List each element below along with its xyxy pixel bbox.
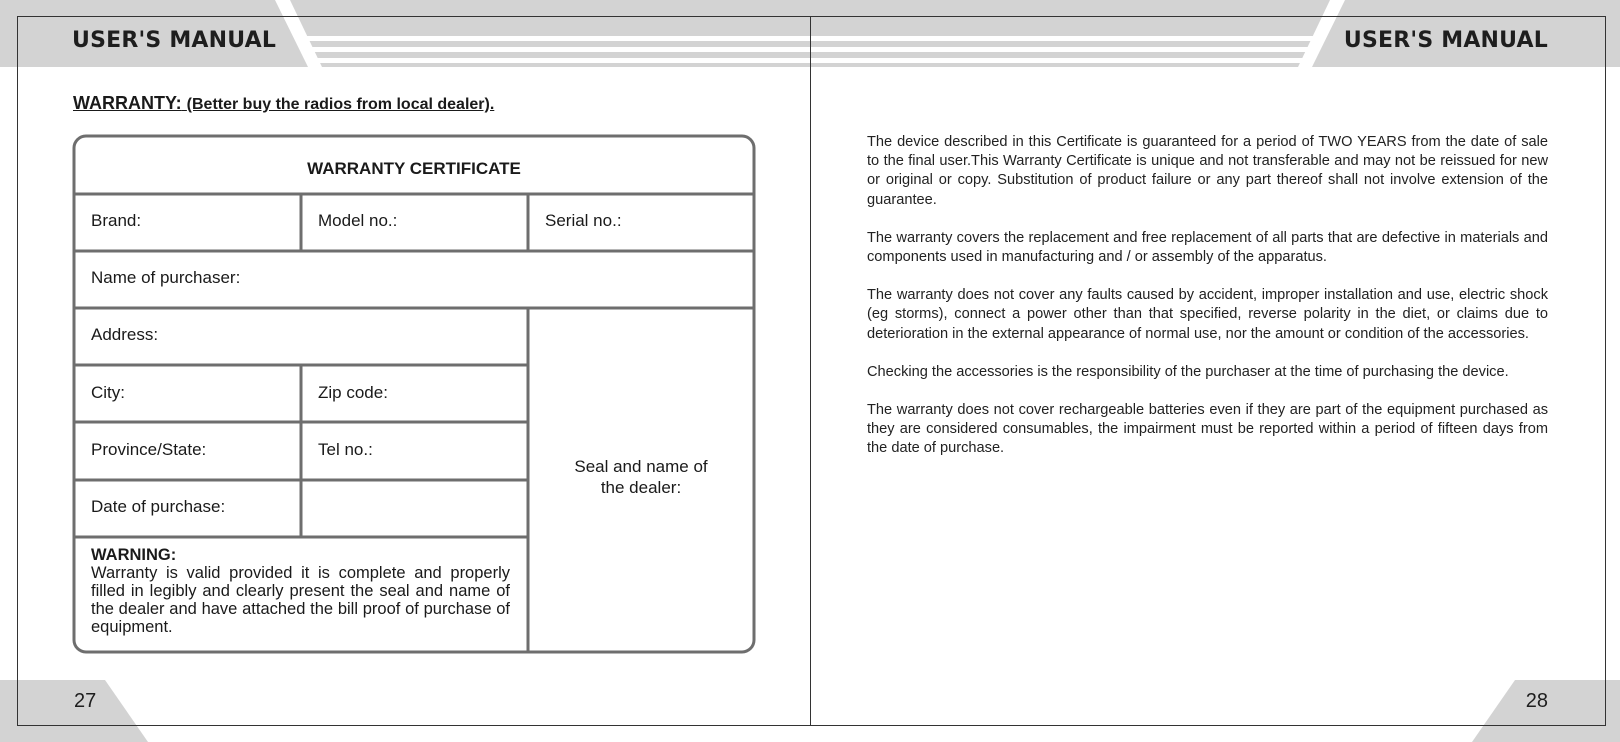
zip-field-label: Zip code: [318, 383, 388, 402]
purchaser-field-label: Name of purchaser: [91, 268, 241, 287]
page-number-left: 27 [74, 690, 97, 712]
model-field-label: Model no.: [318, 211, 398, 230]
warning-text: Warranty is valid provided it is complete and properly filled in legibly and clearly present the seal and name of the dealer and have attached the bill proof of purchase of equipment. [91, 564, 510, 636]
terms-paragraph: The device described in this Certificate is guaranteed for a period of TWO YEARS from the date of sale to the final user.This Warranty Certificate is unique and not transferable and may not be reissued for new or original or copy. Substitution of product failure or any part thereof shall not involve extension of the guarantee. [867, 134, 1548, 208]
brand-field-label: Brand: [91, 211, 142, 230]
certificate-title: WARRANTY CERTIFICATE [307, 159, 521, 178]
terms-paragraph: Checking the accessories is the responsibility of the purchaser at the time of purchasing the device. [867, 363, 1509, 380]
terms-paragraph: The warranty does not cover rechargeable batteries even if they are part of the equipment purchased as they are considered consumables, the impairment must be reported within a period of fifteen days from the date of purchase. [867, 402, 1548, 457]
warranty-heading-note: (Better buy the radios from local dealer). [186, 96, 495, 113]
dealer-seal-line1: Seal and name of [574, 457, 708, 476]
tel-field-label: Tel no.: [318, 440, 373, 459]
warning-title: WARNING: [91, 546, 177, 564]
warranty-terms [867, 133, 1548, 478]
dealer-seal-line2: the dealer: [600, 478, 682, 497]
city-field-label: City: [91, 383, 125, 402]
header-title-right: USER'S MANUAL [1343, 28, 1548, 53]
warning-note [91, 546, 510, 636]
date-field-label: Date of purchase: [91, 497, 226, 516]
warranty-heading [73, 93, 494, 114]
address-field-label: Address: [91, 325, 159, 344]
serial-field-label: Serial no.: [545, 211, 622, 230]
page-number-right: 28 [1525, 690, 1548, 712]
terms-paragraph: The warranty does not cover any faults caused by accident, improper installation and use, electric shock (eg storms), connect a power other than that specified, reverse polarity in the diet, or claims due to deterioration in the external appearance of normal use, nor the amount or condition of the accessories. [867, 287, 1548, 342]
province-field-label: Province/State: [91, 440, 207, 459]
warranty-heading-label: WARRANTY: [73, 93, 182, 113]
terms-paragraph: The warranty covers the replacement and free replacement of all parts that are defective in materials and components used in manufacturing and / or assembly of the apparatus. [867, 229, 1548, 266]
dealer-seal-label [530, 456, 752, 498]
header-title-left: USER'S MANUAL [72, 28, 277, 53]
